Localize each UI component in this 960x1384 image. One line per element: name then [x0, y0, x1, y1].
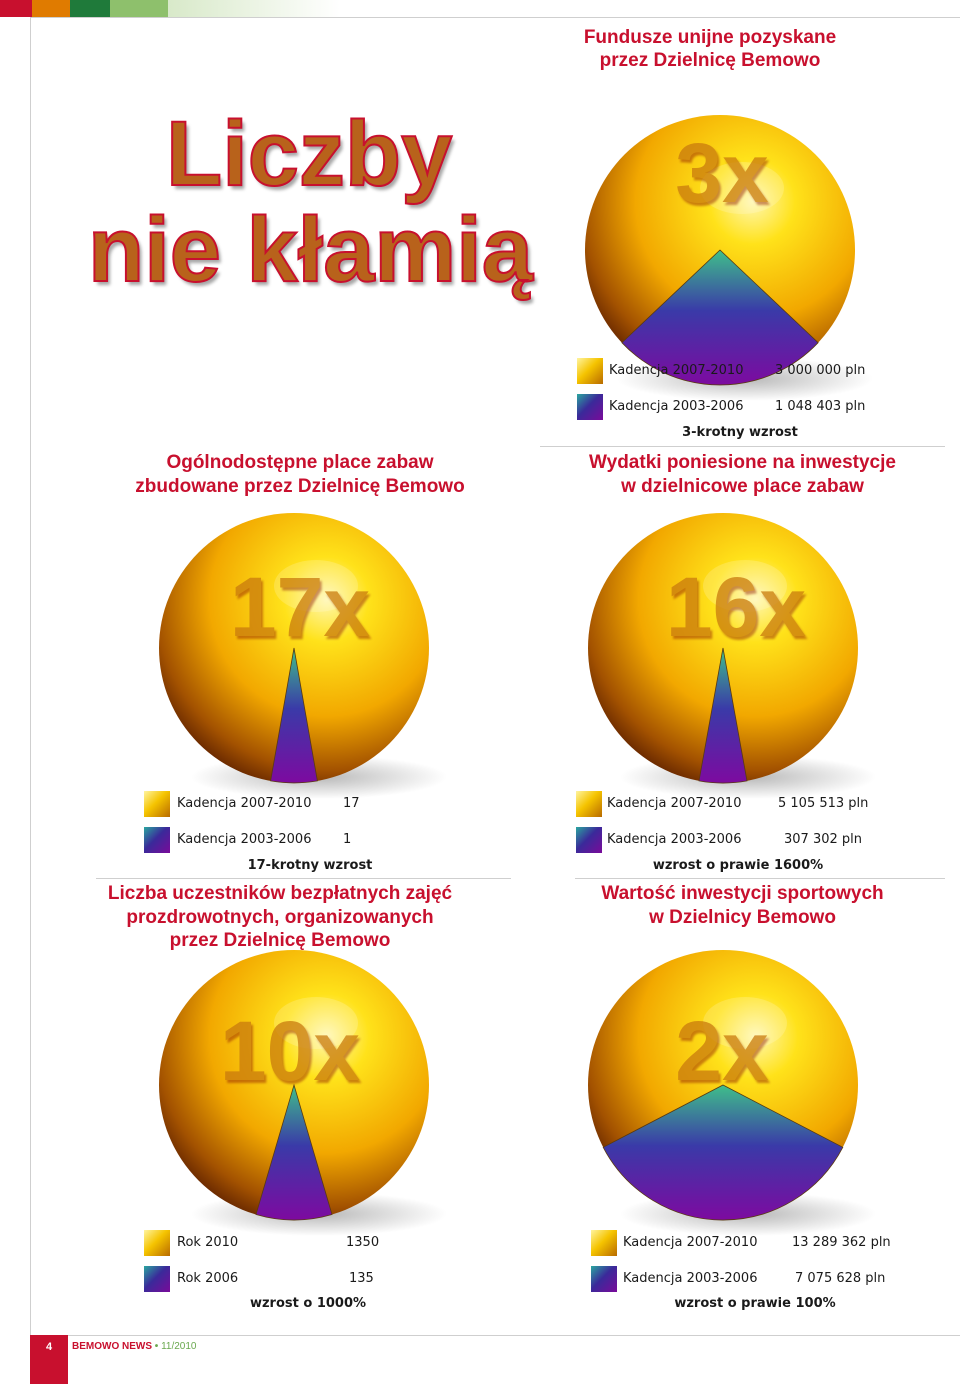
legend-label: Kadencja 2007-2010: [609, 363, 744, 378]
separator-dot: •: [154, 1341, 159, 1352]
legend-row: [144, 1266, 444, 1292]
legend-value: 1350: [346, 1235, 380, 1250]
pie-multiplier-label: 3x: [675, 126, 769, 220]
issue-number: 11/2010: [161, 1341, 197, 1352]
caption-line: zbudowane przez Dzielnicę Bemowo: [135, 475, 465, 497]
caption-line: Liczba uczestników bezpłatnych zajęć: [107, 883, 453, 904]
legend-label: Kadencja 2007-2010: [177, 796, 312, 811]
divider: [96, 878, 511, 879]
legend-value: 5 105 513 pln: [778, 796, 869, 811]
legend-swatch-gold: [577, 358, 603, 384]
color-segment: [110, 0, 168, 17]
divider: [540, 446, 945, 447]
headline-line-2: nie kłamią: [88, 199, 533, 301]
headline-line-1: Liczby: [166, 103, 453, 205]
color-segment: [70, 0, 110, 17]
legend-swatch-gold: [576, 791, 602, 817]
legend-value: 307 302 pln: [784, 832, 862, 847]
frame-left-line: [30, 17, 31, 1335]
section-title-line: przez Dzielnicę Bemowo: [599, 50, 821, 71]
legend-row: [144, 791, 444, 817]
legend-label: Kadencja 2007-2010: [607, 796, 742, 811]
pie-multiplier-label: 2x: [675, 1004, 769, 1098]
growth-summary: 3-krotny wzrost: [682, 425, 798, 440]
footer-line: [30, 1335, 960, 1336]
legend-row: [576, 791, 876, 817]
frame-top-line: [30, 17, 960, 18]
legend-value: 13 289 362 pln: [792, 1235, 891, 1250]
legend-label: Kadencja 2003-2006: [609, 399, 744, 414]
color-segment: [32, 0, 70, 17]
growth-summary: wzrost o 1000%: [249, 1296, 367, 1311]
caption-line: prozdrowotnych, organizowanych: [126, 906, 434, 928]
caption-line: Wydatki poniesione na inwestycje: [589, 452, 896, 473]
legend-value: 1 048 403 pln: [775, 399, 866, 414]
growth-summary: 17-krotny wzrost: [247, 858, 373, 873]
legend-swatch-purple: [144, 827, 170, 853]
chart-caption: [540, 882, 945, 929]
legend-value: 135: [349, 1271, 374, 1286]
caption-line: w dzielnicowe place zabaw: [621, 475, 864, 497]
legend-row: [144, 827, 444, 853]
section-title-line: Fundusze unijne pozyskane: [583, 27, 837, 48]
section-title: [560, 26, 860, 72]
legend-label: Kadencja 2003-2006: [607, 832, 742, 847]
legend-swatch-purple: [591, 1266, 617, 1292]
legend-value: 1: [343, 832, 352, 847]
legend-row: [577, 358, 877, 384]
top-color-bar: [0, 0, 340, 17]
footer-brand: [72, 1341, 196, 1352]
page-number: 4: [30, 1335, 68, 1384]
legend-swatch-gold: [144, 791, 170, 817]
caption-line: Ogólnodostępne place zabaw: [166, 452, 434, 473]
legend-label: Kadencja 2007-2010: [623, 1235, 758, 1250]
legend-swatch-purple: [577, 394, 603, 420]
legend-value: 7 075 628 pln: [795, 1271, 886, 1286]
legend-label: Rok 2006: [177, 1271, 239, 1286]
pie-multiplier-label: 17x: [229, 560, 371, 654]
chart-caption: [80, 882, 480, 953]
publication-name: BEMOWO NEWS: [72, 1341, 152, 1352]
legend-value: 17: [343, 796, 360, 811]
growth-summary: wzrost o prawie 1600%: [652, 858, 824, 873]
pie-multiplier-label: 10x: [219, 1004, 361, 1098]
legend-swatch-purple: [576, 827, 602, 853]
color-segment: [168, 0, 340, 17]
legend-swatch-purple: [144, 1266, 170, 1292]
legend-value: 3 000 000 pln: [775, 363, 866, 378]
caption-line: przez Dzielnicę Bemowo: [169, 930, 391, 951]
divider: [575, 878, 945, 879]
legend-row: [144, 1230, 444, 1256]
legend-swatch-gold: [591, 1230, 617, 1256]
legend-row: [591, 1266, 891, 1292]
chart-caption: [100, 451, 500, 498]
legend-label: Kadencja 2003-2006: [177, 832, 312, 847]
legend-row: [577, 394, 877, 420]
legend-label: Rok 2010: [177, 1235, 239, 1250]
growth-summary: wzrost o prawie 100%: [674, 1296, 836, 1311]
legend-row: [576, 827, 876, 853]
color-segment: [0, 0, 32, 17]
caption-line: Wartość inwestycji sportowych: [601, 883, 884, 904]
headline: [88, 103, 533, 301]
legend-row: [591, 1230, 891, 1256]
pie-multiplier-label: 16x: [665, 560, 807, 654]
chart-caption: [540, 451, 945, 498]
legend-swatch-gold: [144, 1230, 170, 1256]
legend-label: Kadencja 2003-2006: [623, 1271, 758, 1286]
caption-line: w Dzielnicy Bemowo: [649, 906, 836, 928]
